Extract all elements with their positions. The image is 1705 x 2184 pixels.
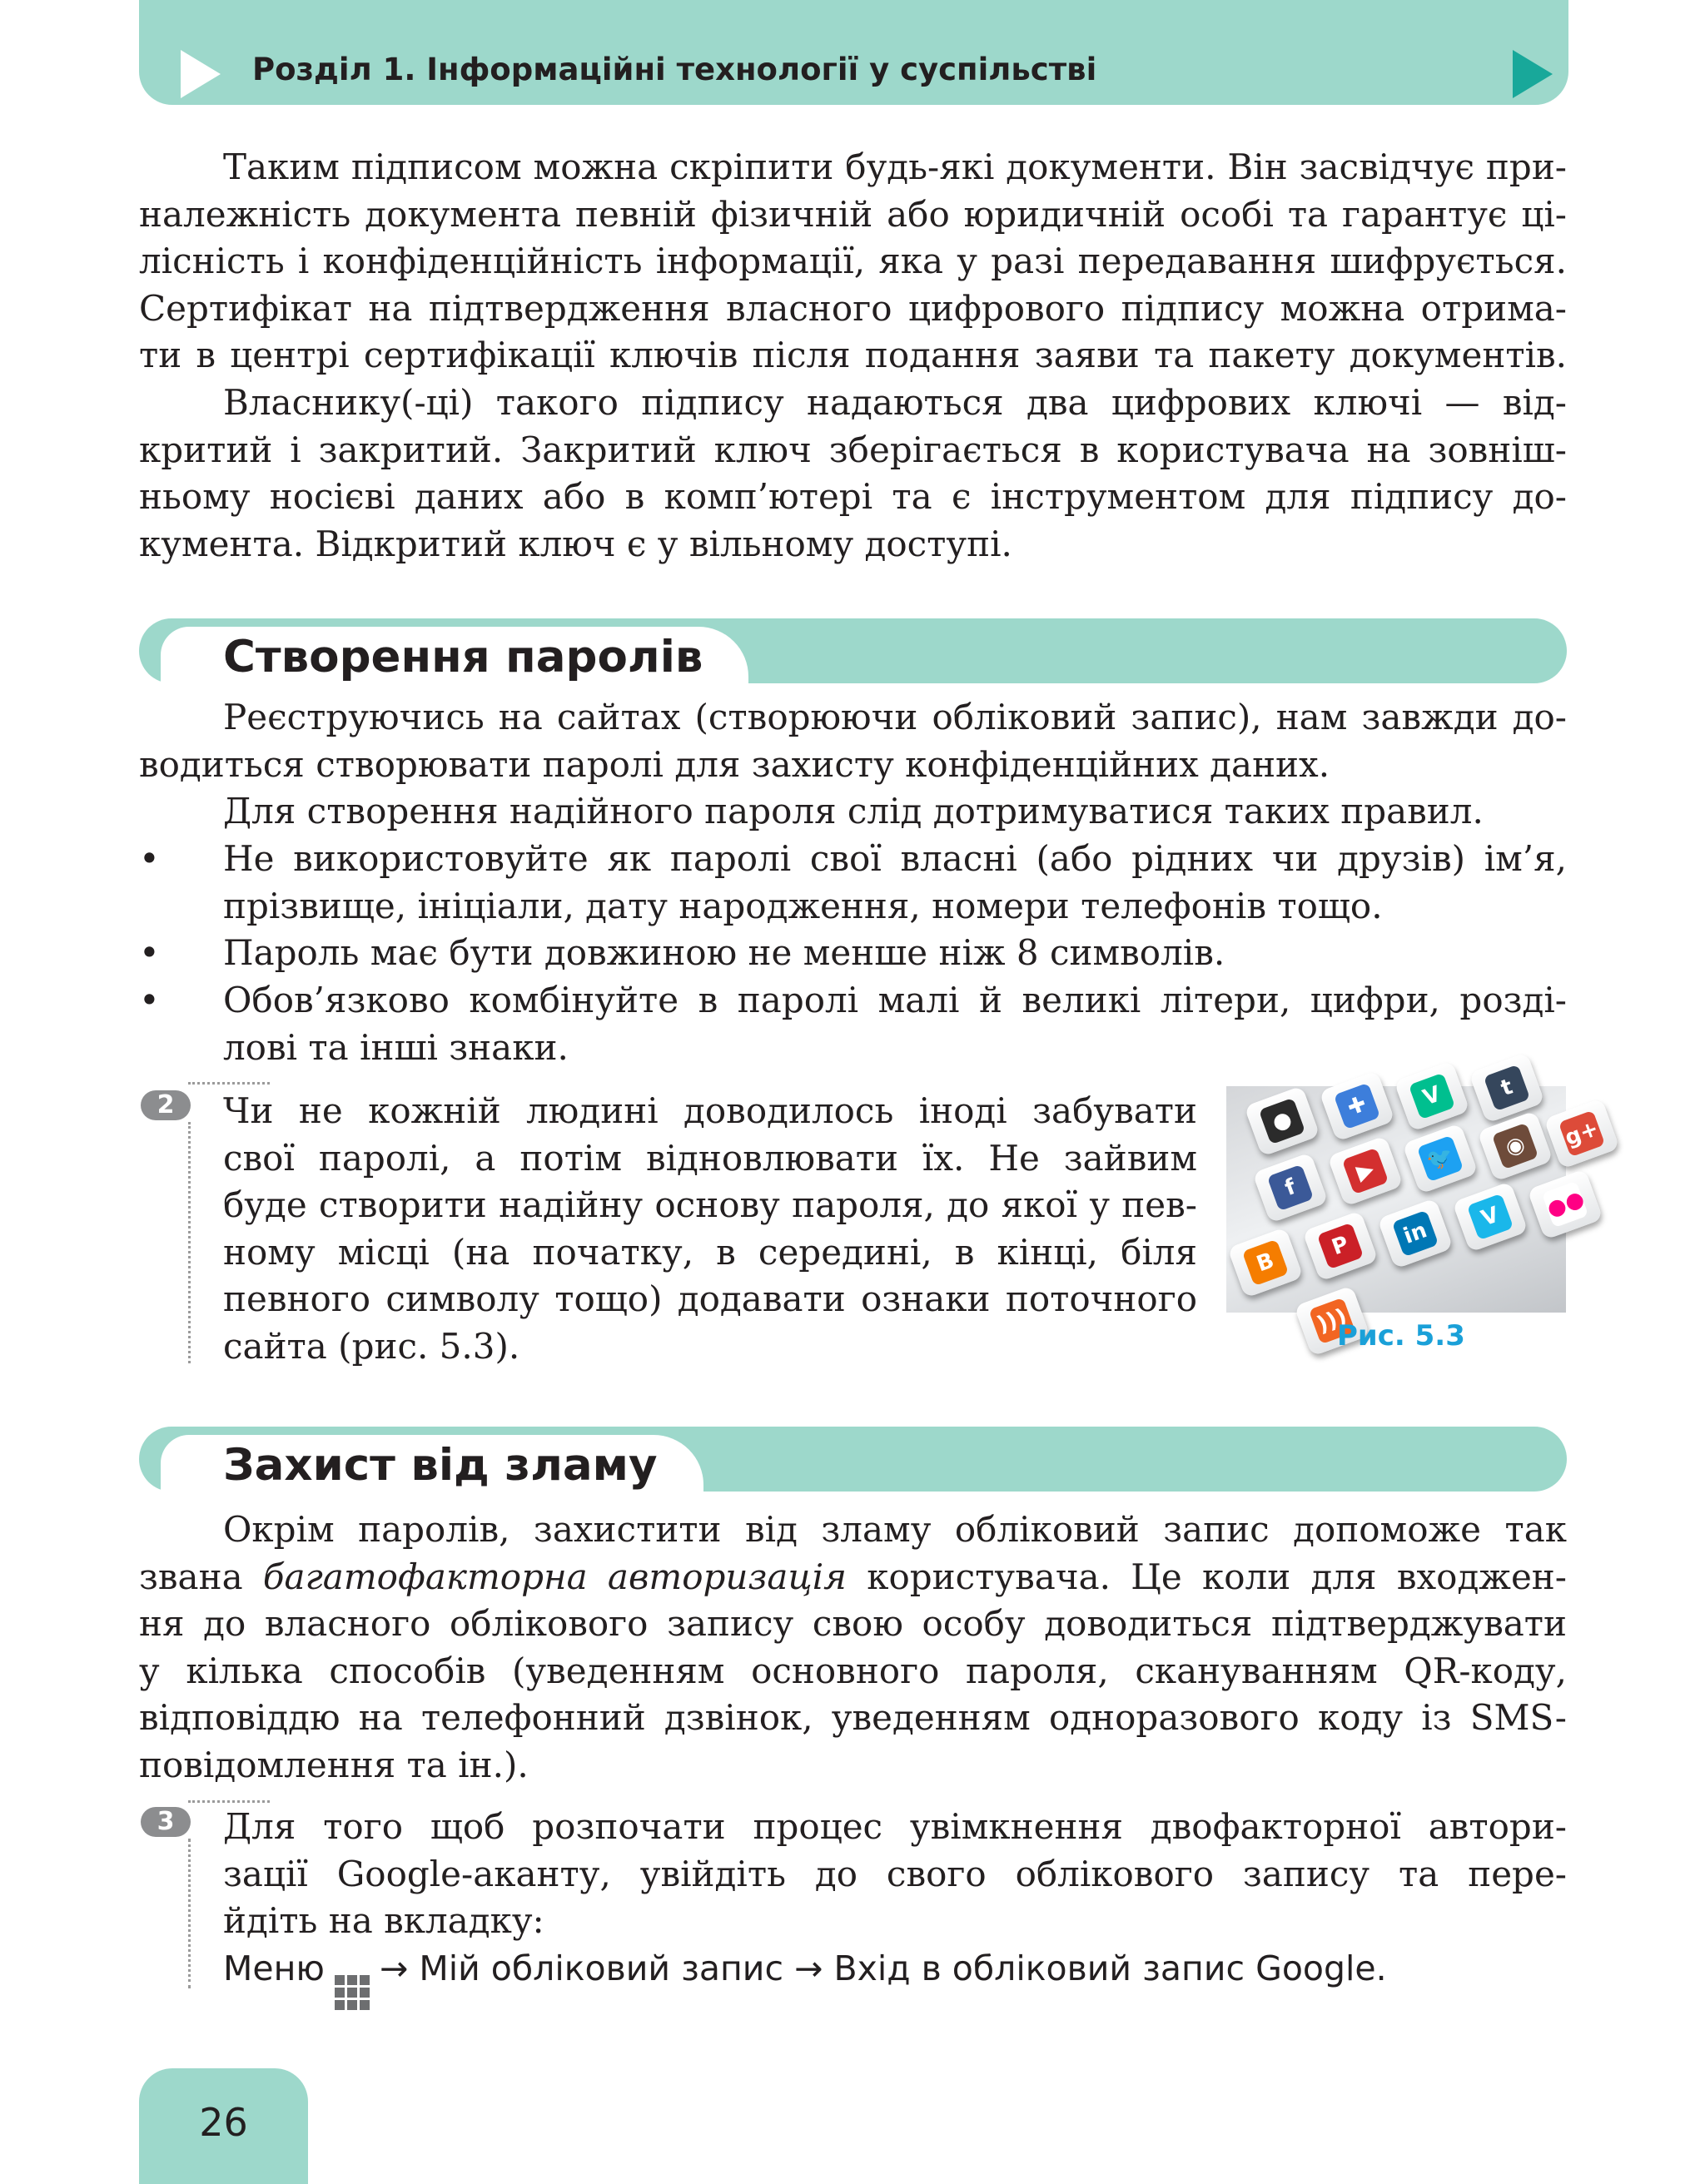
menu-path <box>223 1945 1567 2010</box>
note-divider <box>188 1800 270 1803</box>
text-line: Не використовуйте як паролі свої власні (або рідних чи друзів) ім’я, <box>223 838 1567 879</box>
facebook-icon <box>1252 1152 1328 1223</box>
passwords-paragraph-2: Для створення надійного пароля слід дотримуватися таких правил. <box>223 791 1484 831</box>
myspace-icon <box>1244 1085 1320 1156</box>
note-text <box>223 1804 1567 1945</box>
tumblr-icon-glyph: t <box>1484 1065 1530 1111</box>
text-line: лові та інші знаки. <box>223 1026 569 1068</box>
note-number-badge: 2 <box>141 1090 191 1120</box>
delicious-icon-glyph: ✚ <box>1334 1083 1380 1129</box>
vimeo-icon-glyph: V <box>1467 1194 1514 1240</box>
twitter-icon-glyph: 🐦 <box>1417 1135 1464 1182</box>
arrow-icon: → <box>379 1948 409 1988</box>
text-span: користувача. Це коли для входжен- <box>846 1556 1567 1597</box>
text-line: йдіть на вкладку: <box>223 1900 544 1941</box>
text-line: Таким підписом можна скріпити будь-які документи. Він засвідчує при- <box>223 146 1567 187</box>
text-line: критий і закритий. Закритий ключ зберігається в користувача на зовніш- <box>139 429 1567 470</box>
googleplus-icon <box>1543 1098 1619 1169</box>
text-line: відповіддю на телефонний дзвінок, уведенням одноразового коду із SMS- <box>139 1697 1567 1738</box>
text-line: ньому носієві даних або в комп’ютері та є інструментом для підпису до- <box>139 476 1567 517</box>
chapter-title: Розділ 1. Інформаційні технології у суспільстві <box>252 52 1097 87</box>
passwords-paragraph-1 <box>139 694 1567 788</box>
text-line: водиться створювати паролі для захисту конфіденційних даних. <box>139 743 1330 785</box>
delicious-icon <box>1319 1070 1394 1141</box>
facebook-icon-glyph: f <box>1267 1164 1314 1211</box>
text-line: у кілька способів (уведенням основного пароля, скануванням QR-коду, <box>139 1650 1567 1691</box>
myspace-icon-glyph: ● <box>1259 1098 1305 1144</box>
pinterest-icon <box>1302 1210 1378 1281</box>
text-line: Власнику(-ці) такого підпису надаються два цифрових ключі — від- <box>223 382 1567 423</box>
text-span: звана <box>139 1556 263 1597</box>
pinterest-icon-glyph: P <box>1317 1223 1364 1269</box>
text-line: Для того щоб розпочати процес увімкнення двофакторної автори- <box>223 1806 1567 1847</box>
text-line: Пароль має бути довжиною не менше ніж 8 символів. <box>223 932 1225 973</box>
linkedin-icon-glyph: in <box>1392 1210 1439 1257</box>
flickr-icon-glyph: ●● <box>1542 1181 1588 1228</box>
vimeo-icon <box>1452 1181 1528 1252</box>
text-line: Окрім паролів, захистити від зламу обліковий запис допоможе так <box>223 1509 1567 1550</box>
section-title-hacking: Захист від зламу <box>161 1435 703 1492</box>
text-line: Чи не кожній людині доводилось іноді забувати <box>223 1090 1197 1131</box>
emphasis-term: багатофакторна авторизація <box>262 1556 847 1597</box>
menu-label: Меню <box>223 1948 325 1988</box>
hacking-paragraph <box>139 1506 1567 1789</box>
text-line: певного символу тощо) додавати ознаки поточного <box>223 1278 1197 1319</box>
instagram-icon-glyph: ◉ <box>1492 1123 1538 1169</box>
text-line: ня до власного облікового запису свою особу доводиться підтверджувати <box>139 1603 1567 1644</box>
note-text <box>223 1088 1197 1370</box>
text-line: свої паролі, а потім відновлювати їх. Не зайвим <box>223 1137 1197 1179</box>
bullet-icon: • <box>139 838 160 879</box>
note-number-badge: 3 <box>141 1807 191 1837</box>
text-line: буде створити надійну основу пароля, до якої у пев- <box>223 1184 1197 1225</box>
section-title-passwords: Створення паролів <box>161 627 748 683</box>
note-divider <box>188 1122 191 1363</box>
blogger-icon-glyph: B <box>1242 1239 1289 1286</box>
text-line: Реєструючись на сайтах (створюючи обліковий запис), нам завжди до- <box>223 697 1567 737</box>
intro-paragraph-1 <box>139 144 1567 380</box>
blogger-icon <box>1227 1227 1303 1298</box>
play-arrow-icon <box>181 50 221 98</box>
text-line: Сертифікат на підтвердження власного цифрового підпису можна отрима- <box>139 287 1567 329</box>
youtube-icon <box>1327 1135 1403 1206</box>
menu-path-item: Вхід в обліковий запис Google. <box>833 1948 1387 1988</box>
text-line: належність документа певній фізичній або юридичній особі та гарантує ці- <box>139 193 1567 235</box>
text-line: сайта (рис. 5.3). <box>223 1325 520 1367</box>
text-line: ти в центрі сертифікації ключів після подання заяви та пакету документів. <box>139 335 1567 375</box>
text-line <box>139 1554 1567 1601</box>
page-number-tab <box>139 2068 308 2184</box>
bullet-icon: • <box>139 980 160 1020</box>
arrow-icon: → <box>794 1948 823 1988</box>
intro-paragraph-2 <box>139 380 1567 568</box>
text-line: ному місці (на початку, в середині, в кінці, біля <box>223 1231 1197 1273</box>
youtube-icon-glyph: ▶ <box>1342 1148 1389 1194</box>
text-line: прізвище, ініціали, дату народження, номери телефонів тощо. <box>223 885 1383 926</box>
figure-caption: Рис. 5.3 <box>1337 1319 1465 1353</box>
vine-icon-glyph: V <box>1409 1073 1455 1119</box>
note-divider <box>188 1839 191 1988</box>
text-line: Обов’язково комбінуйте в паролі малі й великі літери, цифри, розді- <box>223 980 1567 1020</box>
text-line: лісність і конфіденційність інформації, яка у разі передавання шифрується. <box>139 241 1567 281</box>
text-line: повідомлення та ін.). <box>139 1744 529 1785</box>
text-line: зації Google-аканту, увійдіть до свого облікового запису та пере- <box>223 1853 1567 1894</box>
instagram-icon <box>1477 1110 1553 1181</box>
vine-icon <box>1394 1060 1469 1131</box>
apps-grid-icon <box>335 1975 370 2010</box>
menu-path-item: Мій обліковий запис <box>419 1948 783 1988</box>
rss-icon-glyph: ))) <box>1309 1298 1355 1344</box>
googleplus-icon-glyph: g+ <box>1558 1110 1605 1157</box>
text-line: кумента. Відкритий ключ є у вільному доступі. <box>139 523 1012 564</box>
bullet-icon: • <box>139 932 160 973</box>
flickr-icon <box>1527 1169 1603 1239</box>
section-heading-bar <box>139 1427 1567 1492</box>
section-heading-bar <box>139 618 1567 683</box>
linkedin-icon <box>1377 1198 1453 1268</box>
note-divider <box>188 1082 270 1085</box>
next-arrow-icon <box>1513 50 1553 98</box>
page-number: 26 <box>199 2100 248 2145</box>
twitter-icon <box>1402 1123 1478 1194</box>
